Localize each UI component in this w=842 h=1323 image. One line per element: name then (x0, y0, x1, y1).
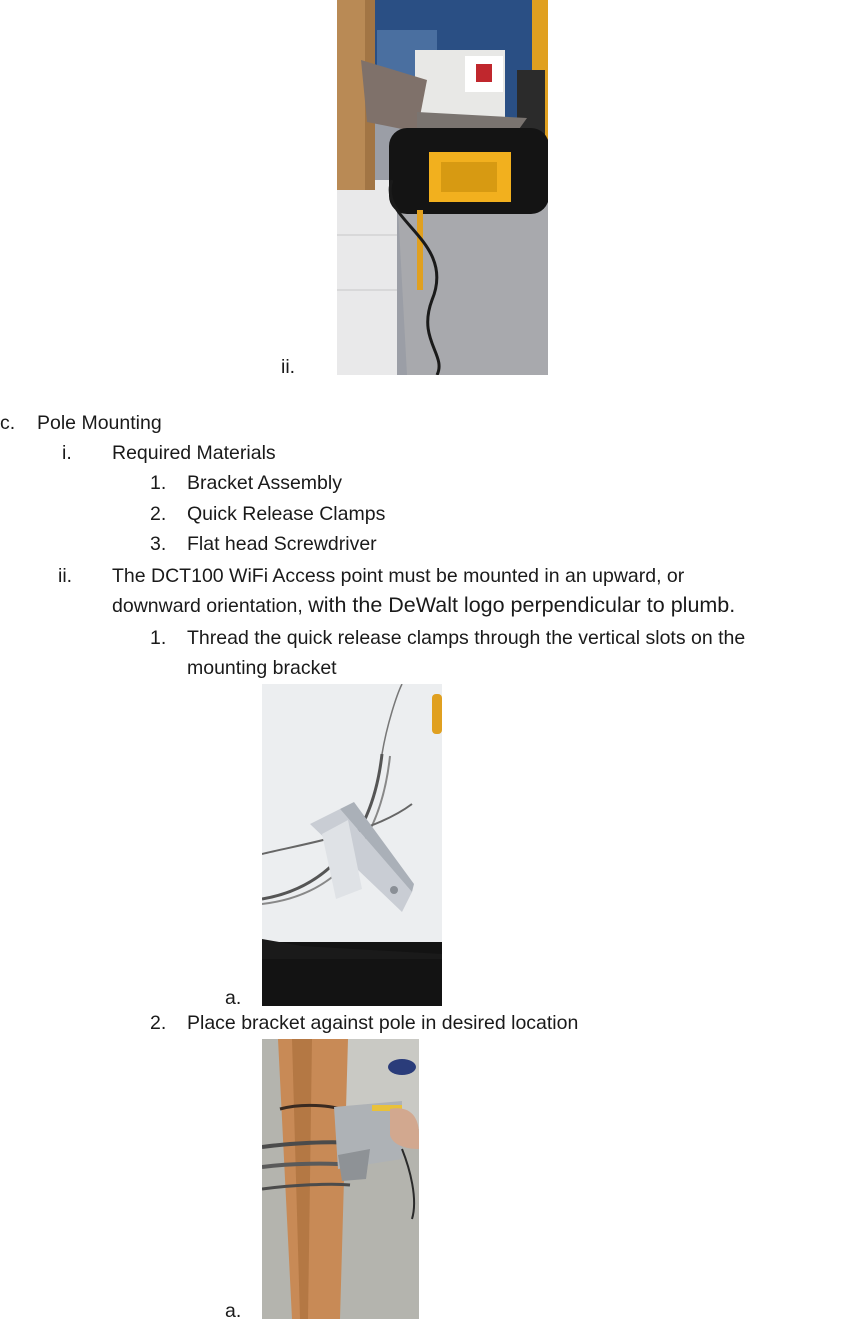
photo-marker-a: a. (225, 1300, 242, 1322)
step-number: 1. (150, 627, 167, 649)
section-c-marker: c. (0, 412, 16, 434)
section-c-title: Pole Mounting (37, 412, 162, 434)
orientation-line-1: The DCT100 WiFi Access point must be mounted in an upward, or (112, 565, 685, 587)
material-number: 3. (150, 533, 167, 555)
material-item: Quick Release Clamps (187, 503, 386, 525)
orientation-line-2-emphasis: with the DeWalt logo perpendicular to plumb. (308, 593, 736, 617)
photo-bracket-with-clamps (262, 684, 442, 1006)
orientation-line-2-start: downward orientation, (112, 595, 309, 617)
step-number: 2. (150, 1012, 167, 1034)
step-1-line-2: mounting bracket (187, 657, 337, 679)
photo-marker-ii: ii. (281, 356, 296, 378)
photo-marker-a: a. (225, 987, 242, 1009)
material-number: 2. (150, 503, 167, 525)
photo-access-point-mounted (337, 0, 548, 375)
required-materials-title: Required Materials (112, 442, 276, 464)
step-1-line-1: Thread the quick release clamps through the vertical slots on the (187, 627, 746, 649)
orientation-line-2 (112, 593, 735, 618)
step-2-line-1: Place bracket against pole in desired location (187, 1012, 579, 1034)
orientation-marker: ii. (58, 565, 73, 587)
material-item: Flat head Screwdriver (187, 533, 377, 555)
material-number: 1. (150, 472, 167, 494)
required-materials-marker: i. (62, 442, 72, 464)
photo-bracket-against-pole (262, 1039, 419, 1319)
material-item: Bracket Assembly (187, 472, 342, 494)
